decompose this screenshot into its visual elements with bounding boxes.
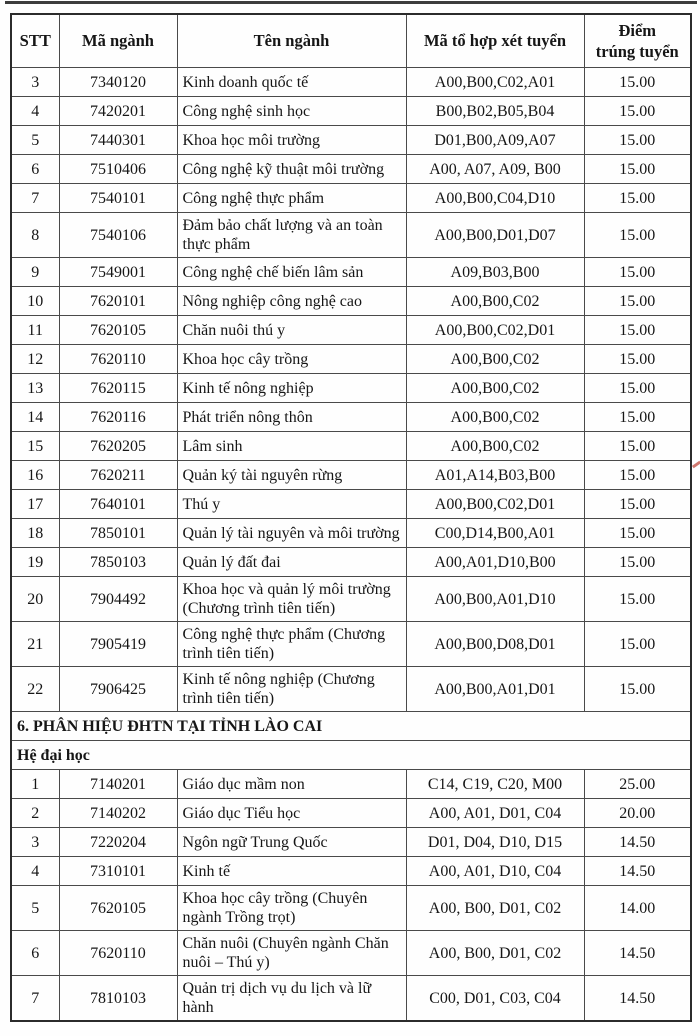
combo-codes-cell: A00, A01, D01, C04 [406,799,584,828]
major-name-cell: Công nghệ sinh học [177,97,406,126]
table-row [11,403,691,432]
score-cell: 15.00 [584,155,691,184]
major-code-cell: 7620116 [59,403,177,432]
major-name-cell: Kinh tế nông nghiệp [177,374,406,403]
table-row [11,577,691,622]
combo-codes-cell: A00,B00,D08,D01 [406,622,584,667]
score-cell: 14.50 [584,828,691,857]
major-name-cell: Công nghệ kỹ thuật môi trường [177,155,406,184]
combo-codes-cell: C00,D14,B00,A01 [406,519,584,548]
combo-codes-cell: C00, D01, C03, C04 [406,976,584,1022]
table-row [11,374,691,403]
stt-cell: 3 [11,828,59,857]
major-name-cell: Công nghệ chế biến lâm sản [177,258,406,287]
score-cell: 15.00 [584,432,691,461]
table-row [11,213,691,258]
major-code-cell: 7540106 [59,213,177,258]
subsection-header-row [11,741,691,770]
stt-cell: 8 [11,213,59,258]
stt-cell: 5 [11,886,59,931]
major-code-cell: 7810103 [59,976,177,1022]
table-row [11,316,691,345]
score-cell: 20.00 [584,799,691,828]
major-name-cell: Quản lý đất đai [177,548,406,577]
major-code-cell: 7620211 [59,461,177,490]
stt-cell: 14 [11,403,59,432]
score-cell: 14.50 [584,931,691,976]
major-name-cell: Nông nghiệp công nghệ cao [177,287,406,316]
major-code-cell: 7540101 [59,184,177,213]
stt-cell: 4 [11,857,59,886]
combo-codes-cell: A00,B00,C02 [406,374,584,403]
table-row [11,184,691,213]
score-cell: 15.00 [584,126,691,155]
combo-codes-cell: A09,B03,B00 [406,258,584,287]
table-body [11,68,691,1022]
combo-codes-cell: D01, D04, D10, D15 [406,828,584,857]
score-cell: 15.00 [584,548,691,577]
stt-cell: 15 [11,432,59,461]
score-cell: 15.00 [584,490,691,519]
table-row [11,126,691,155]
table-row [11,345,691,374]
major-name-cell: Phát triển nông thôn [177,403,406,432]
major-name-cell: Kinh tế nông nghiệp (Chương trình tiên tiến) [177,667,406,712]
combo-codes-cell: A00,B00,C02 [406,432,584,461]
major-name-cell: Thú y [177,490,406,519]
major-code-cell: 7140201 [59,770,177,799]
table-row [11,490,691,519]
stt-cell: 7 [11,184,59,213]
score-cell: 14.50 [584,976,691,1022]
column-header-line: STT [19,31,51,51]
combo-codes-cell: A00,B00,C02,A01 [406,68,584,97]
major-code-cell: 7420201 [59,97,177,126]
column-header-5 [584,14,691,68]
table-row [11,886,691,931]
major-code-cell: 7620101 [59,287,177,316]
major-code-cell: 7620105 [59,316,177,345]
score-cell: 14.50 [584,857,691,886]
stt-cell: 22 [11,667,59,712]
table-row [11,97,691,126]
major-name-cell: Kinh tế [177,857,406,886]
major-name-cell: Giáo dục mầm non [177,770,406,799]
table-row [11,931,691,976]
score-cell: 15.00 [584,622,691,667]
score-cell: 15.00 [584,213,691,258]
stt-cell: 6 [11,155,59,184]
stt-cell: 4 [11,97,59,126]
table-header [11,14,691,68]
table-row [11,258,691,287]
section-header-row [11,712,691,741]
major-name-cell: Khoa học cây trồng [177,345,406,374]
major-code-cell: 7850101 [59,519,177,548]
score-cell: 15.00 [584,461,691,490]
table-row [11,770,691,799]
score-cell: 15.00 [584,403,691,432]
table-row [11,622,691,667]
stt-cell: 21 [11,622,59,667]
column-header-line: Tên ngành [253,31,330,51]
stt-cell: 5 [11,126,59,155]
major-name-cell: Khoa học môi trường [177,126,406,155]
stt-cell: 6 [11,931,59,976]
column-header-line: trúng tuyển [595,42,679,61]
combo-codes-cell: A00,B00,C04,D10 [406,184,584,213]
major-name-cell: Quản lý tài nguyên và môi trường [177,519,406,548]
combo-codes-cell: A00,B00,C02 [406,287,584,316]
column-header-line: Điểm [618,20,657,40]
major-code-cell: 7620110 [59,345,177,374]
column-header-4 [406,14,584,68]
stt-cell: 12 [11,345,59,374]
combo-codes-cell: D01,B00,A09,A07 [406,126,584,155]
major-code-cell: 7905419 [59,622,177,667]
major-name-cell: Chăn nuôi (Chuyên ngành Chăn nuôi – Thú y) [177,931,406,976]
table-row [11,857,691,886]
score-cell: 15.00 [584,97,691,126]
combo-codes-cell: A00,B00,C02,D01 [406,316,584,345]
major-code-cell: 7549001 [59,258,177,287]
stt-cell: 7 [11,976,59,1022]
combo-codes-cell: A00,A01,D10,B00 [406,548,584,577]
table-row [11,667,691,712]
stt-cell: 3 [11,68,59,97]
combo-codes-cell: A01,A14,B03,B00 [406,461,584,490]
table-row [11,548,691,577]
table-row [11,68,691,97]
column-header-1 [11,14,59,68]
table-row [11,828,691,857]
major-code-cell: 7620205 [59,432,177,461]
major-code-cell: 7620115 [59,374,177,403]
score-cell: 15.00 [584,345,691,374]
major-name-cell: Công nghệ thực phẩm [177,184,406,213]
table-row [11,519,691,548]
score-cell: 15.00 [584,68,691,97]
combo-codes-cell: A00,B00,C02,D01 [406,490,584,519]
stt-cell: 18 [11,519,59,548]
stt-cell: 16 [11,461,59,490]
combo-codes-cell: A00, B00, D01, C02 [406,931,584,976]
stt-cell: 17 [11,490,59,519]
stt-cell: 1 [11,770,59,799]
major-code-cell: 7220204 [59,828,177,857]
major-code-cell: 7620105 [59,886,177,931]
score-cell: 15.00 [584,519,691,548]
major-name-cell: Giáo dục Tiểu học [177,799,406,828]
combo-codes-cell: A00,B00,A01,D01 [406,667,584,712]
column-header-line: Mã tổ hợp xét tuyển [423,31,567,51]
score-cell: 15.00 [584,374,691,403]
major-name-cell: Đảm bảo chất lượng và an toàn thực phẩm [177,213,406,258]
major-name-cell: Công nghệ thực phẩm (Chương trình tiên tiến) [177,622,406,667]
score-cell: 14.00 [584,886,691,931]
score-cell: 15.00 [584,184,691,213]
major-name-cell: Khoa học và quản lý môi trường (Chương trình tiên tiến) [177,577,406,622]
major-code-cell: 7620110 [59,931,177,976]
table-row [11,799,691,828]
table-row [11,287,691,316]
major-name-cell: Kinh doanh quốc tế [177,68,406,97]
section-title: 6. PHÂN HIỆU ĐHTN TẠI TỈNH LÀO CAI [11,712,691,741]
major-code-cell: 7510406 [59,155,177,184]
stt-cell: 2 [11,799,59,828]
stt-cell: 19 [11,548,59,577]
column-header-3 [177,14,406,68]
major-name-cell: Quản trị dịch vụ du lịch và lữ hành [177,976,406,1022]
table-row [11,976,691,1022]
score-cell: 25.00 [584,770,691,799]
stt-cell: 20 [11,577,59,622]
table-row [11,155,691,184]
major-code-cell: 7640101 [59,490,177,519]
major-code-cell: 7906425 [59,667,177,712]
major-code-cell: 7440301 [59,126,177,155]
combo-codes-cell: C14, C19, C20, M00 [406,770,584,799]
combo-codes-cell: A00, A07, A09, B00 [406,155,584,184]
combo-codes-cell: A00,B00,C02 [406,345,584,374]
combo-codes-cell: A00,B00,A01,D10 [406,577,584,622]
major-name-cell: Lâm sinh [177,432,406,461]
red-edge-mark [692,461,700,469]
combo-codes-cell: A00, A01, D10, C04 [406,857,584,886]
table-row [11,461,691,490]
stt-cell: 10 [11,287,59,316]
combo-codes-cell: A00, B00, D01, C02 [406,886,584,931]
stt-cell: 11 [11,316,59,345]
header-row [11,14,691,68]
score-cell: 15.00 [584,667,691,712]
major-code-cell: 7310101 [59,857,177,886]
stt-cell: 13 [11,374,59,403]
combo-codes-cell: B00,B02,B05,B04 [406,97,584,126]
major-name-cell: Quản ký tài nguyên rừng [177,461,406,490]
combo-codes-cell: A00,B00,D01,D07 [406,213,584,258]
score-cell: 15.00 [584,287,691,316]
score-cell: 15.00 [584,577,691,622]
combo-codes-cell: A00,B00,C02 [406,403,584,432]
major-name-cell: Ngôn ngữ Trung Quốc [177,828,406,857]
major-code-cell: 7904492 [59,577,177,622]
subsection-title: Hệ đại học [11,741,691,770]
major-code-cell: 7140202 [59,799,177,828]
score-cell: 15.00 [584,316,691,345]
column-header-2 [59,14,177,68]
major-name-cell: Khoa học cây trồng (Chuyên ngành Trồng trọt) [177,886,406,931]
major-name-cell: Chăn nuôi thú y [177,316,406,345]
major-code-cell: 7850103 [59,548,177,577]
page-top-rule [5,1,697,4]
admissions-table [10,13,692,1022]
major-code-cell: 7340120 [59,68,177,97]
stt-cell: 9 [11,258,59,287]
column-header-line: Mã ngành [82,31,154,51]
score-cell: 15.00 [584,258,691,287]
table-row [11,432,691,461]
